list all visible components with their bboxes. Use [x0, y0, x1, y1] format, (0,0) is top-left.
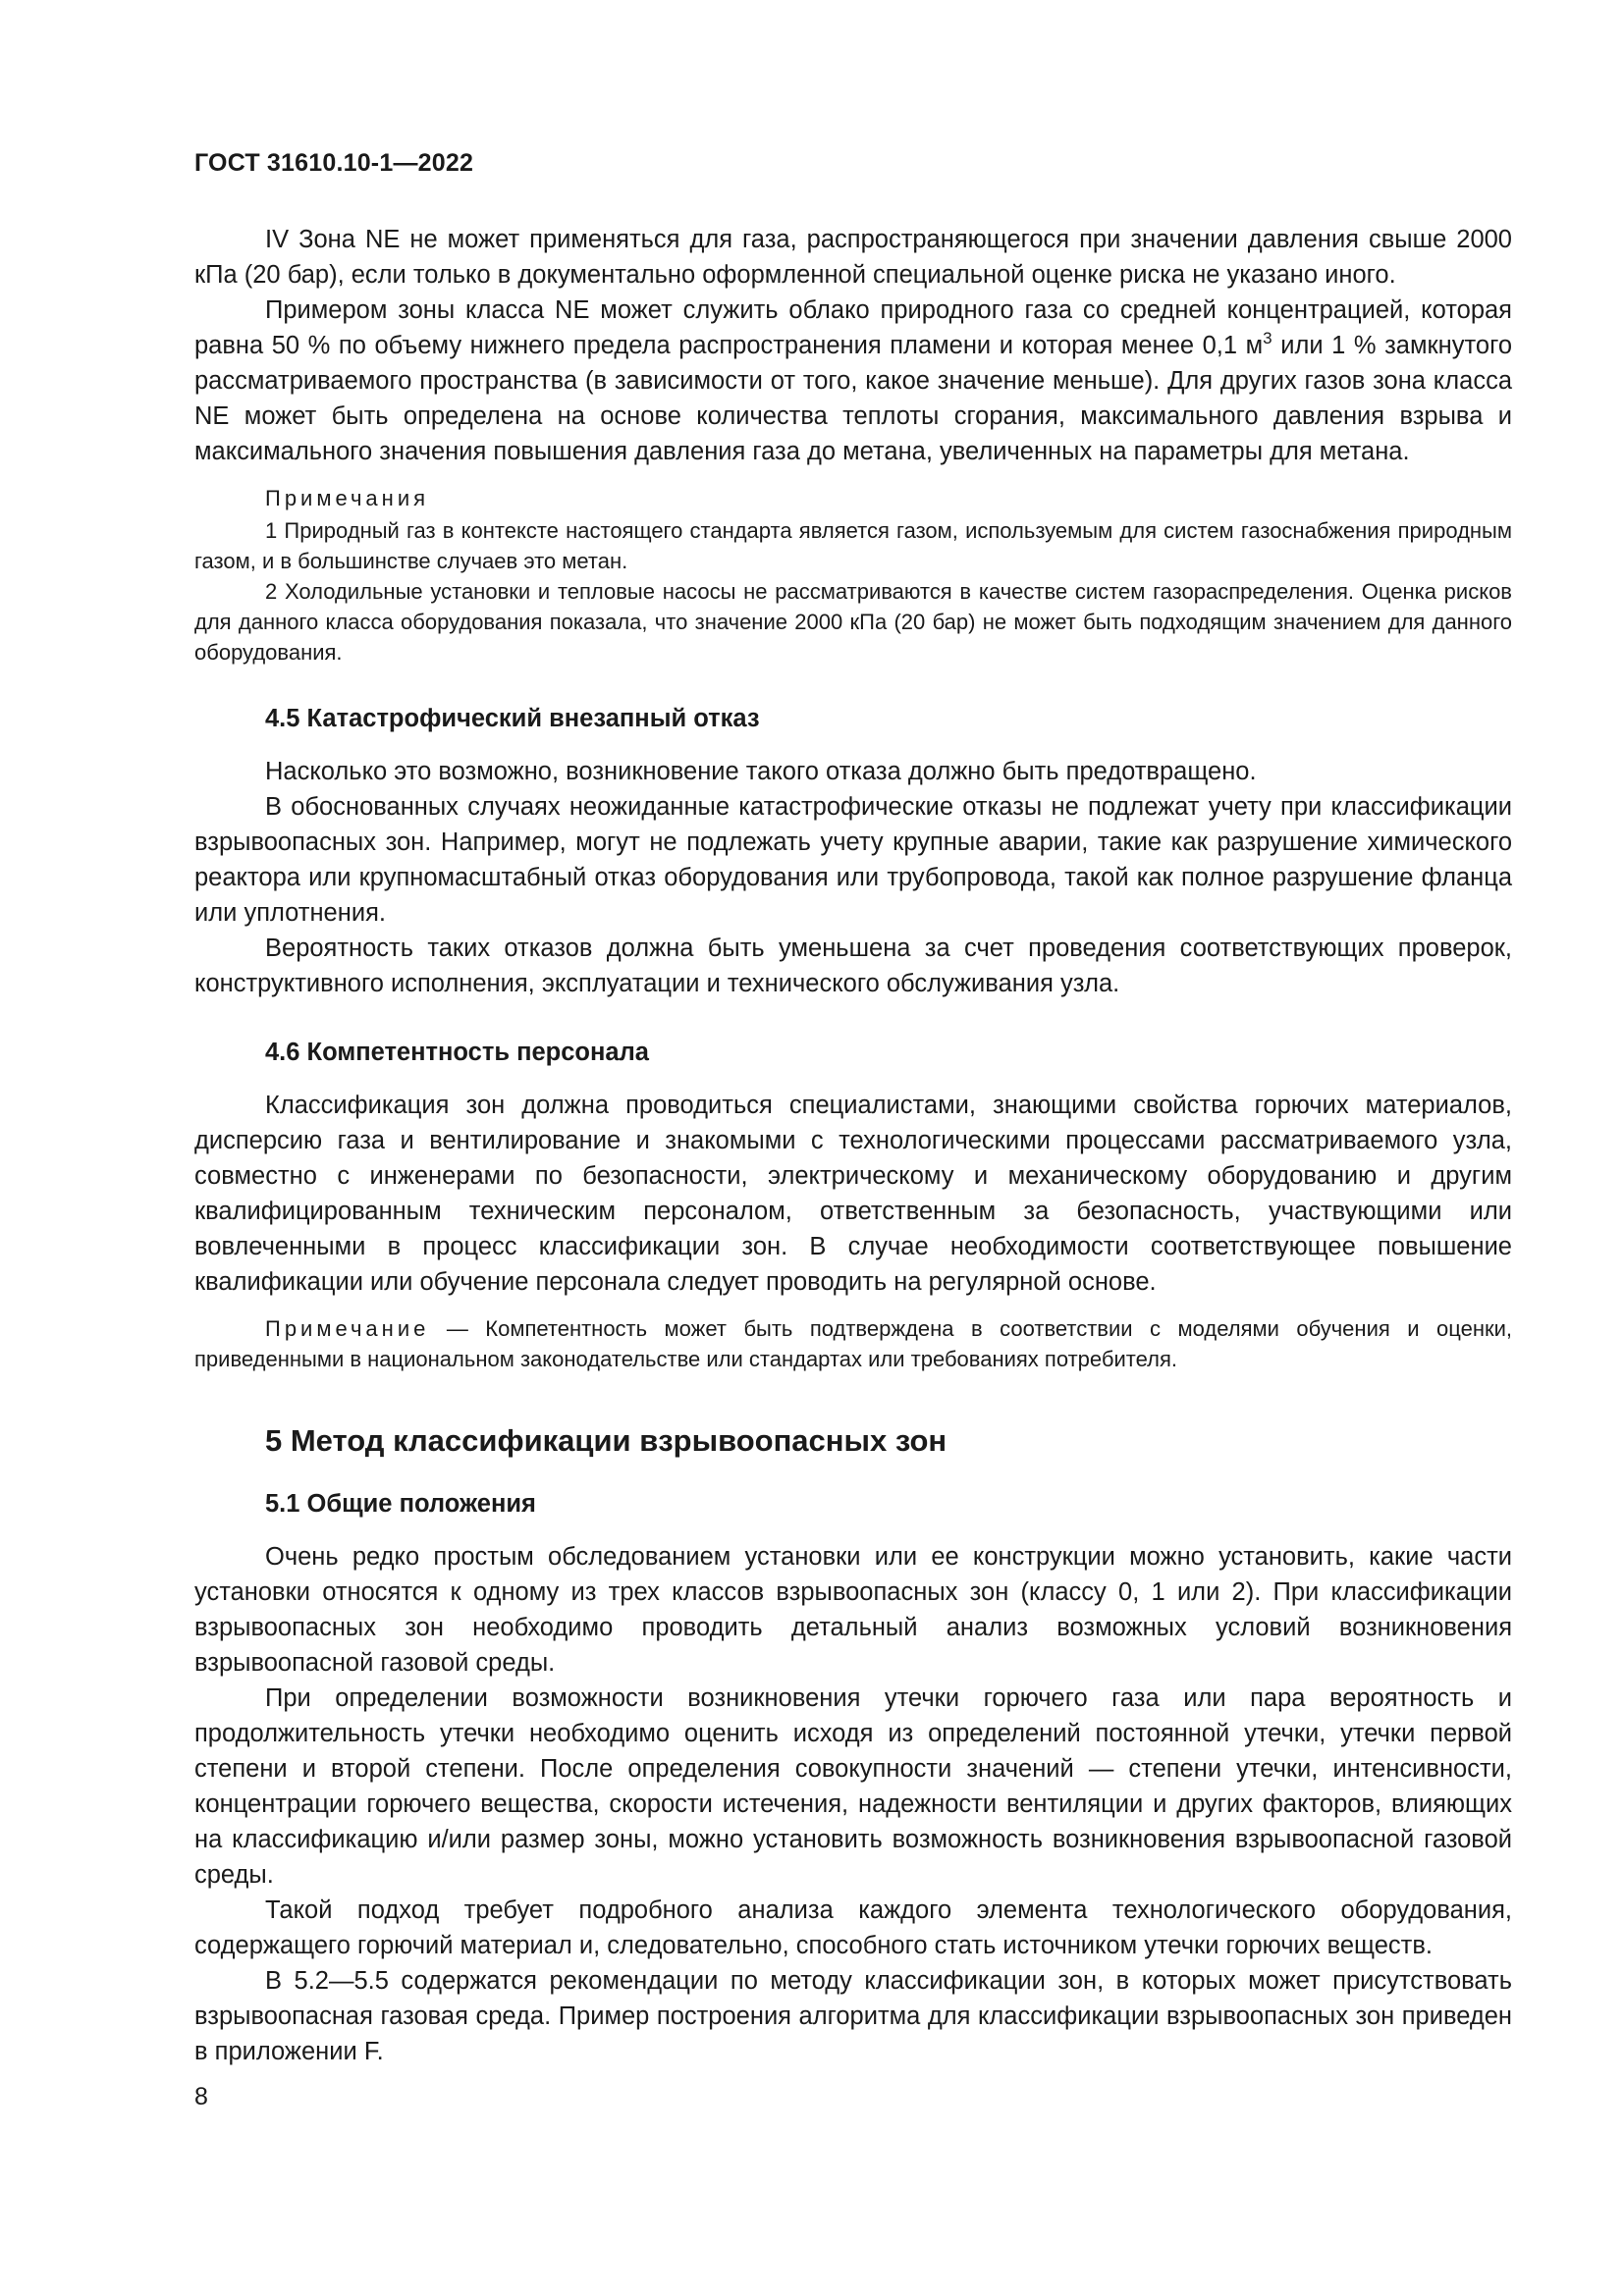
note-label: Примечание: [265, 1316, 430, 1341]
paragraph-4-5-3: Вероятность таких отказов должна быть уменьшена за счет проведения соответствующих проверок, конструктивного исполнения, эксплуатации и технического обслуживания узла.: [194, 934, 1512, 997]
page-content: [194, 222, 1512, 2069]
paragraph-5-1-4: В 5.2—5.5 содержатся рекомендации по методу классификации зон, в которых может присутствовать взрывоопасная газовая среда. Пример построения алгоритма для классификации взрывоопасных зон приведен в приложении F.: [194, 1967, 1512, 2065]
paragraph-zone-ne-pressure: IV Зона NE не может применяться для газа, распространяющегося при значении давления свыше 2000 кПа (20 бар), если только в документально оформленной специальной оценке риска не указано иного.: [194, 226, 1512, 289]
section-heading-5-1: 5.1 Общие положения: [265, 1490, 536, 1518]
notes-block: [194, 483, 1512, 667]
note-2: 2 Холодильные установки и тепловые насосы не рассматриваются в качестве систем газораспределения. Оценка рисков для данного класса оборудования показала, что значение 2000 кПа (20 бар) не может быть подходящим значением для данного оборудования.: [194, 579, 1512, 665]
paragraph-text: или 1 % замкнутого рассматриваемого пространства (в зависимости от того, какое значение меньше). Для других газов зона класса NE может быть определена на основе количества теплоты сгорания, максимального давления взрыва и максимального значения повышения давления газа до метана, увеличенных на параметры для метана.: [194, 332, 1512, 465]
paragraph-5-1-2: При определении возможности возникновения утечки горючего газа или пара вероятность и продолжительность утечки необходимо оценить исходя из определений постоянной утечки, утечки первой степени и второй степени. После определения совокупности значений — степени утечки, интенсивности, концентрации горючего вещества, скорости истечения, надежности вентиляции и других факторов, влияющих на классификацию и/или размер зоны, можно установить возможность возникновения взрывоопасной газовой среды.: [194, 1684, 1512, 1889]
document-code-header: ГОСТ 31610.10-1—2022: [194, 149, 474, 177]
note-1: 1 Природный газ в контексте настоящего стандарта является газом, используемым для систем газоснабжения природным газом, и в большинстве случаев это метан.: [194, 518, 1512, 573]
paragraph-text: Примером зоны класса NE может служить облако природного газа со средней концентрацией, которая равна 50 % по объему нижнего предела распространения пламени и которая менее 0,1 м: [194, 296, 1512, 359]
paragraph-5-1-3: Такой подход требует подробного анализа каждого элемента технологического оборудования, содержащего горючий материал и, следовательно, способного стать источником утечки горючих веществ.: [194, 1896, 1512, 1959]
superscript: 3: [1263, 329, 1272, 347]
paragraph-5-1-1: Очень редко простым обследованием установки или ее конструкции можно установить, какие части установки относятся к одному из трех классов взрывоопасных зон (классу 0, 1 или 2). При классификации взрывоопасных зон необходимо проводить детальный анализ возможных условий возникновения взрывоопасной газовой среды.: [194, 1543, 1512, 1677]
note-4-6: [194, 1313, 1512, 1374]
section-heading-5: 5 Метод классификации взрывоопасных зон: [265, 1423, 947, 1458]
paragraph-4-6-1: Классификация зон должна проводиться специалистами, знающими свойства горючих материалов, дисперсию газа и вентилирование и знакомыми с технологическими процессами рассматриваемого узла, совместно с инженерами по безопасности, электрическому и механическому оборудованию и другим квалифицированным техническим персоналом, ответственным за безопасность, участвующими или вовлеченными в процесс классификации зон. В случае необходимости соответствующее повышение квалификации или обучение персонала следует проводить на регулярной основе.: [194, 1092, 1512, 1296]
section-heading-4-5: 4.5 Катастрофический внезапный отказ: [265, 705, 760, 732]
notes-title: Примечания: [265, 486, 430, 510]
section-heading-4-6: 4.6 Компетентность персонала: [265, 1039, 649, 1066]
paragraph-zone-ne-example: [194, 293, 1512, 469]
paragraph-4-5-1: Насколько это возможно, возникновение такого отказа должно быть предотвращено.: [265, 758, 1257, 785]
paragraph-4-5-2: В обоснованных случаях неожиданные катастрофические отказы не подлежат учету при классификации взрывоопасных зон. Например, могут не подлежать учету крупные аварии, такие как разрушение химического реактора или крупномасштабный отказ оборудования или трубопровода, такой как полное разрушение фланца или уплотнения.: [194, 793, 1512, 927]
note-text: — Компетентность может быть подтверждена в соответствии с моделями обучения и оценки, приведенными в национальном законодательстве или стандартах или требованиях потребителя.: [194, 1316, 1512, 1371]
page-number: 8: [194, 2083, 208, 2110]
